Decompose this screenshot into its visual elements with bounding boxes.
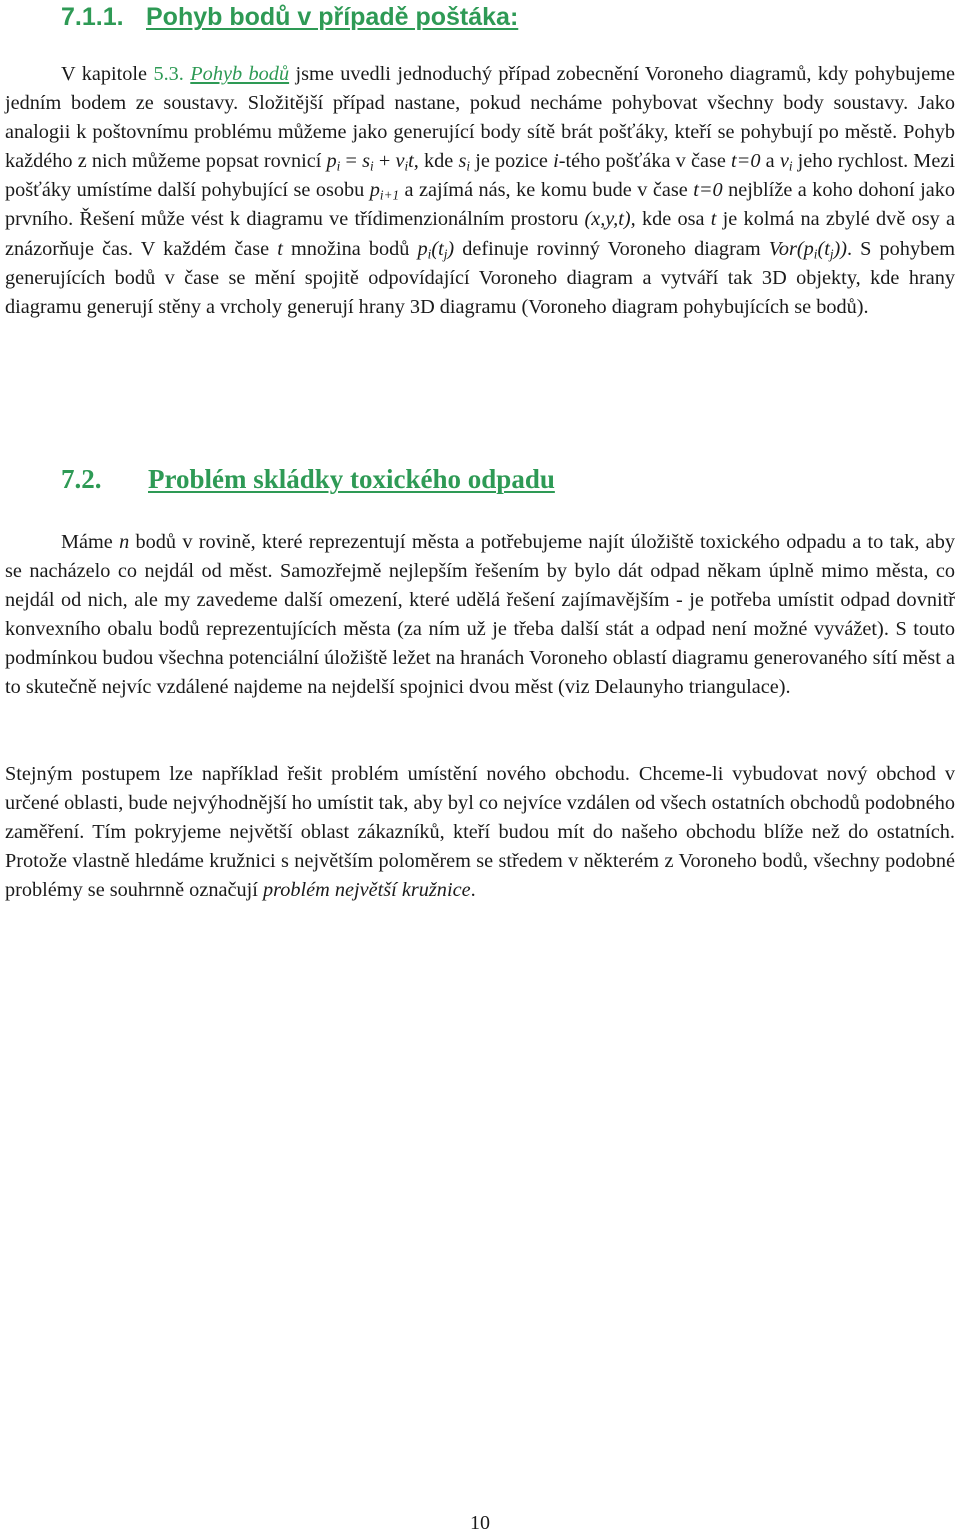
paragraph-toxic-waste: Máme n bodů v rovině, které reprezentují města a potřebujeme najít úložiště toxického odpadu a to tak, aby se nacházelo co nejdál od měst. Samozřejmě nejlepším řešením by bylo dát odpad někam úplně mimo města, co nejdál od nich, ale my zavedeme další omezení, které udělá řešení zajímavějším - je potřeba umístit odpad dovnitř konvexního obalu bodů reprezentujících města (za ním už je třeba další stát a odpad není možné vyvážet). S touto podmínkou budou všechna potenciální úložiště ležet na hranách Voroneho oblastí diagramu generovaného sítí měst a to skutečně nejvíc vzdálené najdeme na nejdelší spojnici dvou měst (viz Delaunyho triangulace). <box>5 531 955 699</box>
chapter-reference-title[interactable]: Pohyb bodů <box>190 63 290 85</box>
paragraph-largest-circle: Stejným postupem lze například řešit problém umístění nového obchodu. Chceme-li vybudovat nový obchod v určené oblasti, bude nejvýhodnější ho umístit tak, aby byl co nejvíce vzdálen od všech ostatních obchodů podobného zaměření. Tím pokryjeme největší oblast zákazníků, kteří budou mít do našeho obchodu blíže než do ostatních. Protože vlastně hledáme kružnici s největším poloměrem se středem v některém z Voroneho bodů, všechny podobné problémy se souhrnně označují problém největší kružnice. <box>5 763 955 902</box>
section-heading-7-1-1 <box>61 3 518 32</box>
section-number: 7.1.1. <box>61 3 124 31</box>
section-title: Pohyb bodů v případě poštáka: <box>146 3 519 31</box>
page-number: 10 <box>470 1512 490 1534</box>
section-title: Problém skládky toxického odpadu <box>148 464 555 494</box>
section-number: 7.2. <box>61 464 102 494</box>
paragraph-postman-motion: V kapitole 5.3. Pohyb bodů jsme uvedli jednoduchý případ zobecnění Voroneho diagramů, kdy pohybujeme jedním bodem ze soustavy. Složitější případ nastane, pokud necháme pohybovat všechny body soustavy. Jako analogii k poštovnímu problému můžeme jako generující body sítě brát pošťáky, kteří se pohybují po městě. Pohyb každého z nich můžeme popsat rovnicí $p_i = s_i + v_it$, kde $s_i$ je pozice i-tého pošťáka v čase t=0 a $v_i$ jeho rychlost. Mezi pošťáky umístíme další pohybující se osobu $p_{i+1}$ a zajímá nás, ke komu bude v čase t=0 nejblíže a koho dohoní jako prvního. Řešení může vést k diagramu ve třídimenzionálním prostoru (x,y,t), kde osa t je kolmá na zbylé dvě osy a znázorňuje čas. V každém čase t množina bodů $p_i(t_j)$ definuje rovinný Voroneho diagram $Vor(p_i(t_j))$. S pohybem generujících bodů v čase se mění spojitě odpovídající Voroneho diagram a vytváří tak 3D objekty, kde hrany diagramu generují stěny a vrcholy generují hrany 3D diagramu (Voroneho diagram pohybujících se bodů). <box>5 63 956 318</box>
term-largest-circle-problem: problém největší kružnice <box>262 879 471 902</box>
chapter-reference-number[interactable]: 5.3. <box>153 63 184 85</box>
section-heading-7-2 <box>61 464 555 495</box>
